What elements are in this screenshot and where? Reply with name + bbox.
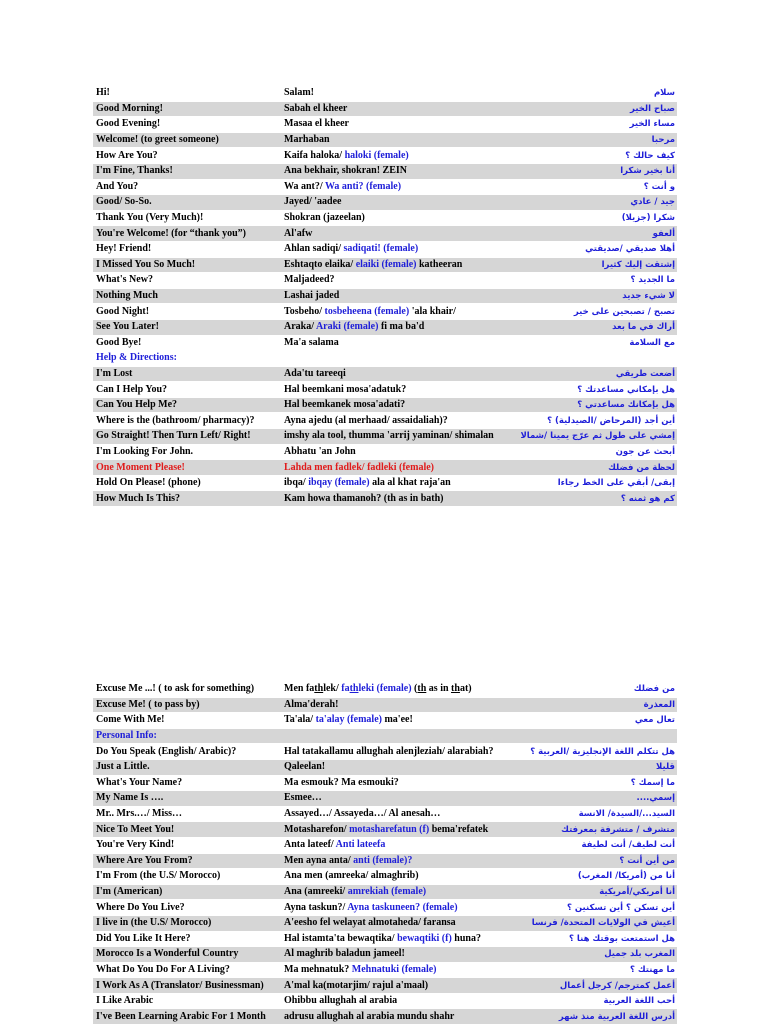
transliteration-segment: ibqa/ bbox=[284, 477, 309, 489]
transliteration-segment: Shokran (jazeelan) bbox=[284, 212, 365, 224]
phrase-row bbox=[93, 775, 677, 791]
transliteration-segment: Kam howa thamanoh? (th as in bath) bbox=[284, 492, 444, 504]
transliteration-segment: Salam! bbox=[284, 87, 314, 99]
phrase-row bbox=[93, 713, 677, 729]
transliteration-segment: haloki (female) bbox=[344, 149, 409, 161]
english-phrase: I'm Lost bbox=[93, 366, 281, 382]
arabic-phrase: ألعفو bbox=[509, 226, 677, 242]
transliteration-segment: Al maghrib baladun jameel! bbox=[284, 948, 405, 960]
english-phrase: Can I Help You? bbox=[93, 382, 281, 398]
transliteration-segment: Ana bekhair, shokran! ZEIN bbox=[284, 165, 408, 177]
transliteration bbox=[281, 744, 509, 760]
english-phrase: Hi! bbox=[93, 86, 281, 101]
transliteration-segment: katheeran bbox=[416, 258, 463, 270]
phrase-row bbox=[93, 288, 677, 304]
transliteration bbox=[281, 397, 509, 413]
arabic-phrase: و أنت ؟ bbox=[509, 179, 677, 195]
transliteration-segment: ( bbox=[411, 683, 418, 695]
transliteration bbox=[281, 682, 509, 697]
english-phrase: How Much Is This? bbox=[93, 491, 281, 507]
english-phrase: Come With Me! bbox=[93, 713, 281, 729]
phrase-row bbox=[93, 791, 677, 807]
transliteration-segment: at) bbox=[459, 683, 472, 695]
arabic-phrase: أراك في ما بعد bbox=[509, 319, 677, 335]
english-phrase: I'm From (the U.S/ Morocco) bbox=[93, 869, 281, 885]
transliteration bbox=[281, 915, 509, 931]
transliteration bbox=[281, 132, 509, 148]
arabic-phrase: ما إسمك ؟ bbox=[509, 775, 677, 791]
arabic-phrase: قليلا bbox=[509, 759, 677, 775]
transliteration-segment: Hal beemkani mosa'adatuk? bbox=[284, 383, 407, 395]
arabic-phrase: أبحث عن جون bbox=[509, 444, 677, 460]
transliteration-segment: Hal tatakallamu allughah alenjleziah/ alarabiah? bbox=[284, 745, 494, 757]
transliteration-segment: leki (female) bbox=[358, 683, 412, 695]
transliteration bbox=[281, 444, 509, 460]
transliteration-segment: ala al khat raja'an bbox=[369, 477, 451, 489]
transliteration-segment: Ma'a salama bbox=[284, 336, 339, 348]
transliteration-segment: Sabah el kheer bbox=[284, 102, 348, 114]
transliteration-segment: motasharefatun (f) bbox=[349, 823, 430, 835]
transliteration-segment: th bbox=[314, 683, 324, 695]
transliteration bbox=[281, 931, 509, 947]
english-phrase: I've Been Learning Arabic For 1 Month bbox=[93, 1009, 281, 1025]
phrase-row bbox=[93, 993, 677, 1009]
transliteration-segment: Men fa bbox=[284, 683, 315, 695]
transliteration-segment: Araki (female) bbox=[315, 321, 379, 333]
transliteration bbox=[281, 759, 509, 775]
english-phrase: Thank You (Very Much)! bbox=[93, 210, 281, 226]
phrase-row bbox=[93, 947, 677, 963]
phrase-row bbox=[93, 806, 677, 822]
phrase-row bbox=[93, 475, 677, 491]
transliteration-segment: Ana (amreeki/ bbox=[284, 886, 348, 898]
english-phrase: I live in (the U.S/ Morocco) bbox=[93, 915, 281, 931]
phrase-row bbox=[93, 837, 677, 853]
arabic-phrase bbox=[509, 728, 677, 744]
english-phrase: You're Welcome! (for “thank you”) bbox=[93, 226, 281, 242]
arabic-phrase: المغرب بلد جميل bbox=[509, 947, 677, 963]
transliteration-segment: Assayed…/ Assayeda…/ Al anesah… bbox=[284, 808, 441, 820]
transliteration-segment: ta'alay (female) bbox=[315, 714, 382, 726]
transliteration-segment: Ahlan sadiqi/ bbox=[284, 243, 344, 255]
phrase-row bbox=[93, 241, 677, 257]
transliteration bbox=[281, 900, 509, 916]
transliteration bbox=[281, 366, 509, 382]
english-phrase: Good Evening! bbox=[93, 117, 281, 133]
transliteration bbox=[281, 993, 509, 1009]
transliteration-segment: Alma'derah! bbox=[284, 698, 339, 710]
transliteration-segment: elaiki (female) bbox=[355, 258, 417, 270]
transliteration-segment: Mehnatuki (female) bbox=[351, 963, 437, 975]
english-phrase: Good Night! bbox=[93, 304, 281, 320]
phrase-row bbox=[93, 335, 677, 351]
arabic-phrase: مساء الخير bbox=[509, 117, 677, 133]
english-phrase: Can You Help Me? bbox=[93, 397, 281, 413]
transliteration-segment: th bbox=[451, 683, 460, 695]
arabic-phrase: أين تسكن ؟ أين تسكنين ؟ bbox=[509, 900, 677, 916]
english-phrase: Do You Speak (English/ Arabic)? bbox=[93, 744, 281, 760]
arabic-phrase: أعيش في الولايات المتحدة/ فرنسا bbox=[509, 915, 677, 931]
transliteration-segment: huna? bbox=[451, 932, 481, 944]
phrase-row bbox=[93, 697, 677, 713]
transliteration-segment: as in bbox=[426, 683, 452, 695]
arabic-phrase: أنا بخير شكرا bbox=[509, 163, 677, 179]
english-phrase: And You? bbox=[93, 179, 281, 195]
arabic-phrase: سلام bbox=[509, 86, 677, 101]
transliteration bbox=[281, 947, 509, 963]
phrase-row bbox=[93, 759, 677, 775]
transliteration-segment: Qaleelan! bbox=[284, 761, 326, 773]
transliteration bbox=[281, 117, 509, 133]
transliteration bbox=[281, 728, 509, 744]
english-phrase: Go Straight! Then Turn Left/ Right! bbox=[93, 429, 281, 445]
phrase-row bbox=[93, 822, 677, 838]
transliteration bbox=[281, 257, 509, 273]
section-title: Help & Directions: bbox=[93, 351, 281, 367]
arabic-phrase: أين أجد (المرحاض /الصيدلية) ؟ bbox=[509, 413, 677, 429]
arabic-phrase: أهلا صديقي /صديقتي bbox=[509, 241, 677, 257]
transliteration-segment: Eshtaqto elaika/ bbox=[284, 258, 356, 270]
english-phrase: I Work As A (Translator/ Businessman) bbox=[93, 978, 281, 994]
transliteration-segment: fi ma ba'd bbox=[378, 321, 425, 333]
arabic-phrase: صباح الخير bbox=[509, 101, 677, 117]
english-phrase: Where Do You Live? bbox=[93, 900, 281, 916]
transliteration-segment: bewaqtiki (f) bbox=[397, 932, 452, 944]
transliteration bbox=[281, 869, 509, 885]
transliteration bbox=[281, 241, 509, 257]
phrase-row bbox=[93, 853, 677, 869]
transliteration bbox=[281, 101, 509, 117]
english-phrase: Where Are You From? bbox=[93, 853, 281, 869]
transliteration-segment: Ma esmouk? Ma esmouki? bbox=[284, 776, 399, 788]
transliteration-segment: ibqay (female) bbox=[308, 477, 370, 489]
transliteration-segment: bema'refatek bbox=[429, 823, 489, 835]
transliteration-segment: A'mal ka(motarjim/ rajul a'maal) bbox=[284, 979, 429, 991]
arabic-phrase: كم هو ثمنه ؟ bbox=[509, 491, 677, 507]
transliteration-segment: th bbox=[417, 683, 427, 695]
phrase-row bbox=[93, 195, 677, 211]
transliteration-segment: Wa ant?/ bbox=[284, 180, 325, 192]
transliteration-segment: Hal istamta'ta bewaqtika/ bbox=[284, 932, 398, 944]
transliteration bbox=[281, 288, 509, 304]
phrase-row bbox=[93, 382, 677, 398]
english-phrase: You're Very Kind! bbox=[93, 837, 281, 853]
arabic-phrase: تعال معي bbox=[509, 713, 677, 729]
transliteration bbox=[281, 775, 509, 791]
phrase-row bbox=[93, 978, 677, 994]
arabic-phrase: مرحبا bbox=[509, 132, 677, 148]
transliteration-segment: A'eesho fel welayat almotaheda/ faransa bbox=[284, 917, 456, 929]
transliteration bbox=[281, 460, 509, 476]
transliteration-segment: th bbox=[349, 683, 359, 695]
phrase-table-body bbox=[93, 86, 677, 507]
arabic-phrase: مع السلامة bbox=[509, 335, 677, 351]
english-phrase: Where is the (bathroom/ pharmacy)? bbox=[93, 413, 281, 429]
transliteration-segment: Al'afw bbox=[284, 227, 313, 239]
transliteration-segment: Ma mehnatuk? bbox=[284, 963, 352, 975]
transliteration bbox=[281, 1009, 509, 1025]
transliteration-segment: Abhatu 'an John bbox=[284, 445, 356, 457]
transliteration-segment: Araka/ bbox=[284, 321, 316, 333]
english-phrase: I'm Fine, Thanks! bbox=[93, 163, 281, 179]
phrase-table-personal-info bbox=[93, 682, 677, 1025]
english-phrase: Good/ So-So. bbox=[93, 195, 281, 211]
transliteration-segment: imshy ala tool, thumma 'arrij yaminan/ shimalan bbox=[284, 430, 494, 442]
transliteration bbox=[281, 210, 509, 226]
transliteration-segment: Motasharefon/ bbox=[284, 823, 350, 835]
english-phrase: Nothing Much bbox=[93, 288, 281, 304]
phrase-row bbox=[93, 273, 677, 289]
arabic-phrase: أضعت طريقي bbox=[509, 366, 677, 382]
transliteration bbox=[281, 413, 509, 429]
arabic-phrase: شكرا (جزيلا) bbox=[509, 210, 677, 226]
transliteration-segment: amrekiah (female) bbox=[347, 886, 427, 898]
arabic-phrase: إبقى/ أبقي على الخط رجاءا bbox=[509, 475, 677, 491]
transliteration-segment: Ada'tu tareeqi bbox=[284, 367, 346, 379]
transliteration bbox=[281, 475, 509, 491]
transliteration-segment: Masaa el kheer bbox=[284, 118, 349, 130]
english-phrase: I Missed You So Much! bbox=[93, 257, 281, 273]
transliteration bbox=[281, 179, 509, 195]
phrase-row bbox=[93, 148, 677, 164]
transliteration-segment: Ayna taskun?/ bbox=[284, 901, 348, 913]
transliteration-segment: fa bbox=[341, 683, 350, 695]
arabic-phrase: لا شيء جديد bbox=[509, 288, 677, 304]
transliteration bbox=[281, 822, 509, 838]
transliteration-segment: Ta'ala/ bbox=[284, 714, 316, 726]
phrase-table-greetings bbox=[93, 86, 677, 507]
english-phrase: Welcome! (to greet someone) bbox=[93, 132, 281, 148]
phrase-row bbox=[93, 869, 677, 885]
transliteration-segment: lek/ bbox=[323, 683, 342, 695]
section-title: Personal Info: bbox=[93, 728, 281, 744]
arabic-phrase: هل بإمكانك مساعدتي ؟ bbox=[509, 397, 677, 413]
arabic-phrase: من فضلك bbox=[509, 682, 677, 697]
english-phrase: What's New? bbox=[93, 273, 281, 289]
phrase-row bbox=[93, 444, 677, 460]
arabic-phrase: السيد.../السيدة/ الانسة bbox=[509, 806, 677, 822]
arabic-phrase: تصبح / تصبحين على خير bbox=[509, 304, 677, 320]
english-phrase: Hold On Please! (phone) bbox=[93, 475, 281, 491]
phrase-row bbox=[93, 460, 677, 476]
english-phrase: Excuse Me! ( to pass by) bbox=[93, 697, 281, 713]
section-header-row bbox=[93, 351, 677, 367]
phrase-row bbox=[93, 86, 677, 101]
transliteration-segment: anti (female)? bbox=[353, 854, 413, 866]
arabic-phrase: هل تتكلم اللغة الإنجليزية /العربية ؟ bbox=[509, 744, 677, 760]
transliteration bbox=[281, 884, 509, 900]
arabic-phrase: أحب اللغة العربية bbox=[509, 993, 677, 1009]
arabic-phrase bbox=[509, 351, 677, 367]
phrase-row bbox=[93, 226, 677, 242]
arabic-phrase: أنت لطيف/ أنت لطيفة bbox=[509, 837, 677, 853]
english-phrase: Did You Like It Here? bbox=[93, 931, 281, 947]
arabic-phrase: لحظة من فضلك bbox=[509, 460, 677, 476]
transliteration bbox=[281, 791, 509, 807]
transliteration bbox=[281, 491, 509, 507]
english-phrase: See You Later! bbox=[93, 319, 281, 335]
english-phrase: I Like Arabic bbox=[93, 993, 281, 1009]
transliteration bbox=[281, 351, 509, 367]
english-phrase: Mr.. Mrs.…/ Miss… bbox=[93, 806, 281, 822]
transliteration-segment: ma'ee! bbox=[381, 714, 413, 726]
transliteration-segment: Ayna ajedu (al merhaad/ assaidaliah)? bbox=[284, 414, 448, 426]
arabic-phrase: هل استمتعت بوقتك هنا ؟ bbox=[509, 931, 677, 947]
arabic-phrase: أنا أمريكي/أمريكية bbox=[509, 884, 677, 900]
phrase-row bbox=[93, 413, 677, 429]
transliteration bbox=[281, 978, 509, 994]
transliteration-segment: Men ayna anta/ bbox=[284, 854, 354, 866]
arabic-phrase: المعذرة bbox=[509, 697, 677, 713]
transliteration bbox=[281, 713, 509, 729]
phrase-row bbox=[93, 101, 677, 117]
english-phrase: Hey! Friend! bbox=[93, 241, 281, 257]
arabic-phrase: متشرف / متشرفة بمعرفتك bbox=[509, 822, 677, 838]
english-phrase: How Are You? bbox=[93, 148, 281, 164]
phrase-row bbox=[93, 132, 677, 148]
phrase-row bbox=[93, 304, 677, 320]
transliteration-segment: Marhaban bbox=[284, 134, 330, 146]
arabic-phrase: إشتقت إليك كثيرا bbox=[509, 257, 677, 273]
arabic-phrase: أنا من (أمريكا/ المغرب) bbox=[509, 869, 677, 885]
phrase-row bbox=[93, 319, 677, 335]
transliteration-segment: sadiqati! (female) bbox=[343, 243, 419, 255]
transliteration-segment: Ohibbu allughah al arabia bbox=[284, 995, 398, 1007]
english-phrase: Morocco Is a Wonderful Country bbox=[93, 947, 281, 963]
transliteration-segment: tosbeheena (female) bbox=[324, 305, 410, 317]
english-phrase: My Name Is …. bbox=[93, 791, 281, 807]
transliteration bbox=[281, 697, 509, 713]
arabic-phrase: من أين أنت ؟ bbox=[509, 853, 677, 869]
english-phrase: Good Bye! bbox=[93, 335, 281, 351]
arabic-phrase: جيد / عادي bbox=[509, 195, 677, 211]
phrase-row bbox=[93, 915, 677, 931]
transliteration bbox=[281, 319, 509, 335]
arabic-phrase: أدرس اللغة العربية منذ شهر bbox=[509, 1009, 677, 1025]
english-phrase: Nice To Meet You! bbox=[93, 822, 281, 838]
phrase-row bbox=[93, 366, 677, 382]
phrase-row bbox=[93, 257, 677, 273]
transliteration-segment: Lahda men fadlek/ fadleki (female) bbox=[284, 461, 434, 473]
english-phrase: What Do You Do For A Living? bbox=[93, 962, 281, 978]
arabic-phrase: إسمي.... bbox=[509, 791, 677, 807]
transliteration bbox=[281, 962, 509, 978]
phrase-row bbox=[93, 744, 677, 760]
phrase-row bbox=[93, 491, 677, 507]
transliteration-segment: Kaifa haloka/ bbox=[284, 149, 345, 161]
english-phrase: What's Your Name? bbox=[93, 775, 281, 791]
phrase-table-body bbox=[93, 682, 677, 1025]
phrase-row bbox=[93, 179, 677, 195]
phrase-row bbox=[93, 210, 677, 226]
phrase-row bbox=[93, 931, 677, 947]
transliteration bbox=[281, 86, 509, 101]
transliteration bbox=[281, 429, 509, 445]
transliteration bbox=[281, 335, 509, 351]
transliteration-segment: Hal beemkanek mosa'adati? bbox=[284, 399, 406, 411]
english-phrase: Just a Little. bbox=[93, 759, 281, 775]
transliteration bbox=[281, 226, 509, 242]
transliteration-segment: Jayed/ 'aadee bbox=[284, 196, 342, 208]
transliteration bbox=[281, 148, 509, 164]
transliteration bbox=[281, 382, 509, 398]
transliteration-segment: Lashai jaded bbox=[284, 290, 340, 302]
arabic-phrase: كيف حالك ؟ bbox=[509, 148, 677, 164]
section-header-row bbox=[93, 728, 677, 744]
english-phrase: I'm (American) bbox=[93, 884, 281, 900]
arabic-phrase: إمشي على طول ثم عرّج يمينا /شمالا bbox=[509, 429, 677, 445]
transliteration-segment: Anti lateefa bbox=[335, 839, 386, 851]
arabic-phrase: أعمل كمترجم/ كرجل أعمال bbox=[509, 978, 677, 994]
arabic-phrase: هل بإمكاني مساعدتك ؟ bbox=[509, 382, 677, 398]
english-phrase: Excuse Me ...! ( to ask for something) bbox=[93, 682, 281, 697]
transliteration bbox=[281, 853, 509, 869]
transliteration-segment: adrusu allughah al arabia mundu shahr bbox=[284, 1010, 455, 1022]
transliteration-segment: Esmee… bbox=[284, 792, 322, 804]
english-phrase: Good Morning! bbox=[93, 101, 281, 117]
transliteration-segment: Wa anti? (female) bbox=[324, 180, 402, 192]
transliteration-segment: 'ala khair/ bbox=[409, 305, 456, 317]
transliteration-segment: Anta lateef/ bbox=[284, 839, 336, 851]
transliteration bbox=[281, 195, 509, 211]
phrase-row bbox=[93, 962, 677, 978]
phrase-row bbox=[93, 884, 677, 900]
transliteration-segment: Ayna taskuneen? (female) bbox=[347, 901, 458, 913]
phrase-row bbox=[93, 117, 677, 133]
english-phrase: One Moment Please! bbox=[93, 460, 281, 476]
transliteration bbox=[281, 304, 509, 320]
phrase-row bbox=[93, 163, 677, 179]
transliteration bbox=[281, 163, 509, 179]
transliteration bbox=[281, 273, 509, 289]
transliteration bbox=[281, 837, 509, 853]
phrase-row bbox=[93, 682, 677, 697]
phrase-row bbox=[93, 397, 677, 413]
transliteration bbox=[281, 806, 509, 822]
phrase-row bbox=[93, 1009, 677, 1025]
transliteration-segment: Ana men (amreeka/ almaghrib) bbox=[284, 870, 419, 882]
arabic-phrase: ما الجديد ؟ bbox=[509, 273, 677, 289]
transliteration-segment: Tosbeho/ bbox=[284, 305, 325, 317]
transliteration-segment: Maljadeed? bbox=[284, 274, 335, 286]
arabic-phrase: ما مهنتك ؟ bbox=[509, 962, 677, 978]
phrase-row bbox=[93, 900, 677, 916]
phrase-row bbox=[93, 429, 677, 445]
english-phrase: I'm Looking For John. bbox=[93, 444, 281, 460]
